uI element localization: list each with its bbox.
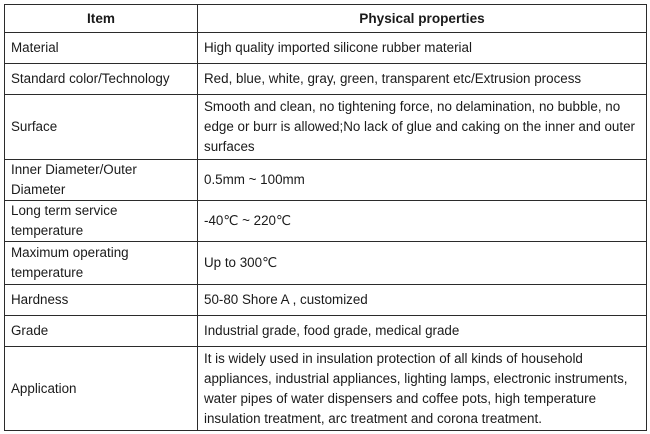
table-row	[5, 285, 647, 316]
table-row	[5, 33, 647, 64]
row-application-value: It is widely used in insulation protection of all kinds of household appliances, industrial appliances, lighting lamps, electronic instruments, water pipes of water dispensers and coffee pots, high temperature insulation treatment, arc treatment and corona treatment.	[198, 347, 647, 431]
row-service-temp-value: -40℃ ~ 220℃	[198, 201, 647, 242]
table-row	[5, 95, 647, 160]
row-hardness-value: 50-80 Shore A , customized	[198, 285, 647, 316]
row-max-temp-value: Up to 300℃	[198, 242, 647, 285]
row-max-temp-label: Maximum operating temperature	[5, 242, 198, 285]
table-row	[5, 160, 647, 201]
row-service-temp-label: Long term service temperature	[5, 201, 198, 242]
row-application-label: Application	[5, 347, 198, 431]
row-color-label: Standard color/Technology	[5, 64, 198, 95]
row-grade-label: Grade	[5, 316, 198, 347]
row-grade-value: Industrial grade, food grade, medical grade	[198, 316, 647, 347]
table-row	[5, 316, 647, 347]
header-item: Item	[5, 5, 198, 33]
table-row	[5, 201, 647, 242]
table-row	[5, 242, 647, 285]
table-row	[5, 64, 647, 95]
row-surface-label: Surface	[5, 95, 198, 160]
row-diameter-label: Inner Diameter/Outer Diameter	[5, 160, 198, 201]
table-row	[5, 347, 647, 431]
row-material-label: Material	[5, 33, 198, 64]
row-hardness-label: Hardness	[5, 285, 198, 316]
row-color-value: Red, blue, white, gray, green, transparent etc/Extrusion process	[198, 64, 647, 95]
row-diameter-value: 0.5mm ~ 100mm	[198, 160, 647, 201]
header-row	[5, 5, 647, 33]
row-surface-value: Smooth and clean, no tightening force, no delamination, no bubble, no edge or burr is allowed;No lack of glue and caking on the inner and outer surfaces	[198, 95, 647, 160]
header-physical-properties: Physical properties	[198, 5, 647, 33]
row-material-value: High quality imported silicone rubber material	[198, 33, 647, 64]
properties-table	[4, 4, 647, 431]
